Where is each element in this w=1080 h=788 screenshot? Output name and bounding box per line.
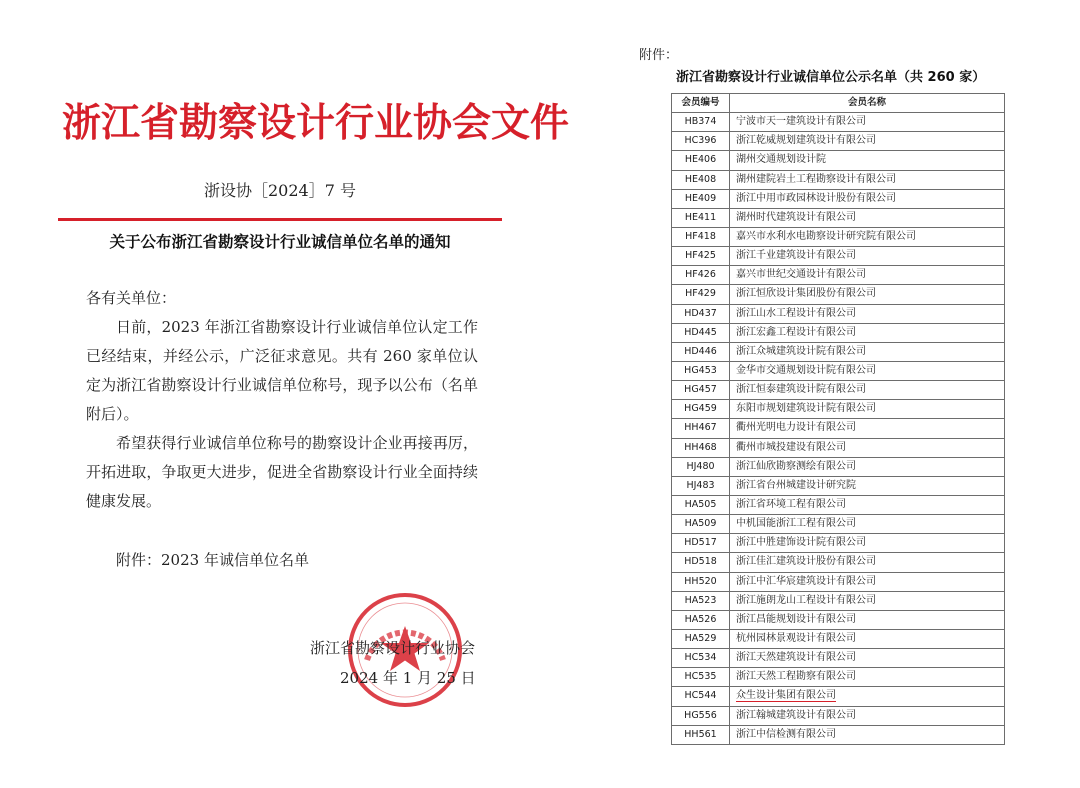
member-code: HA529: [672, 629, 730, 648]
table-row: [672, 725, 1005, 744]
member-name: 湖州交通规划设计院: [736, 154, 826, 166]
member-name: 浙江中信检测有限公司: [736, 728, 836, 740]
member-name: 浙江众城建筑设计院有限公司: [736, 345, 866, 357]
member-name: 嘉兴市水利水电勘察设计研究院有限公司: [736, 231, 916, 243]
member-name: 浙江施朗龙山工程设计有限公司: [736, 594, 876, 606]
table-header-row: [672, 94, 1005, 113]
member-code: HD517: [672, 534, 730, 553]
member-code: HD518: [672, 553, 730, 572]
table-row: [672, 151, 1005, 170]
member-table: [671, 93, 1005, 745]
table-row: [672, 227, 1005, 246]
member-rows: [672, 113, 1005, 745]
table-row: [672, 342, 1005, 361]
member-name: 衢州光明电力设计有限公司: [736, 422, 856, 434]
table-row: [672, 419, 1005, 438]
member-name: 浙江天然工程勘察有限公司: [736, 671, 856, 683]
member-name-cell: [730, 285, 1005, 304]
member-name-cell: [730, 572, 1005, 591]
member-name: 中机国能浙江工程有限公司: [736, 518, 856, 530]
member-name-cell: [730, 400, 1005, 419]
member-name: 浙江恒泰建筑设计院有限公司: [736, 384, 866, 396]
member-name-cell: [730, 668, 1005, 687]
member-code: HA505: [672, 495, 730, 514]
member-name-cell: [730, 323, 1005, 342]
member-code: HA523: [672, 591, 730, 610]
member-name: 浙江恒欣设计集团股份有限公司: [736, 288, 876, 300]
member-name-cell: [730, 189, 1005, 208]
member-code: HG457: [672, 381, 730, 400]
member-code: HG556: [672, 706, 730, 725]
table-row: [672, 553, 1005, 572]
table-row: [672, 361, 1005, 380]
signature-date: 2024 年 1 月 25 日: [340, 669, 476, 687]
member-name-cell: [730, 304, 1005, 323]
table-row: [672, 285, 1005, 304]
member-code: HE408: [672, 170, 730, 189]
member-code: HB374: [672, 113, 730, 132]
member-name-cell: [730, 170, 1005, 189]
table-row: [672, 247, 1005, 266]
table-row: [672, 629, 1005, 648]
table-row: [672, 381, 1005, 400]
member-name: 浙江天然建筑设计有限公司: [736, 652, 856, 664]
column-header-name: 会员名称: [730, 94, 1005, 113]
member-name-cell: [730, 534, 1005, 553]
member-name-cell: [730, 476, 1005, 495]
list-title: 浙江省勘察设计行业诚信单位公示名单（共 260 家）: [676, 70, 986, 85]
document-header: 浙江省勘察设计行业协会文件: [62, 101, 570, 146]
member-name: 浙江中胜建饰设计院有限公司: [736, 537, 866, 549]
member-name-cell: [730, 247, 1005, 266]
member-name-cell: [730, 113, 1005, 132]
signature-organization: 浙江省勘察设计行业协会: [310, 639, 476, 657]
member-name-cell: [730, 381, 1005, 400]
member-name-cell: [730, 649, 1005, 668]
member-code: HC544: [672, 687, 730, 706]
table-row: [672, 208, 1005, 227]
member-name: 浙江中用市政园林设计股份有限公司: [736, 192, 896, 204]
member-name-cell: [730, 725, 1005, 744]
table-row: [672, 572, 1005, 591]
member-name: 衢州市城投建设有限公司: [736, 441, 846, 453]
member-name: 浙江翰城建筑设计有限公司: [736, 709, 856, 721]
member-name: 浙江省台州城建设计研究院: [736, 479, 856, 491]
table-row: [672, 113, 1005, 132]
member-name: 浙江仙欣勘察测绘有限公司: [736, 460, 856, 472]
member-name-cell: [730, 208, 1005, 227]
member-code: HA526: [672, 610, 730, 629]
column-header-code: 会员编号: [672, 94, 730, 113]
table-row: [672, 438, 1005, 457]
member-code: HJ480: [672, 457, 730, 476]
member-code: HD445: [672, 323, 730, 342]
table-row: [672, 170, 1005, 189]
table-row: [672, 591, 1005, 610]
table-row: [672, 457, 1005, 476]
member-code: HA509: [672, 515, 730, 534]
member-code: HH468: [672, 438, 730, 457]
table-row: [672, 323, 1005, 342]
attachment-note: 附件：2023 年诚信单位名单: [116, 551, 309, 569]
table-row: [672, 132, 1005, 151]
member-code: HE406: [672, 151, 730, 170]
table-row: [672, 687, 1005, 706]
notice-title: 关于公布浙江省勘察设计行业诚信单位名单的通知: [109, 233, 451, 251]
member-code: HF426: [672, 266, 730, 285]
member-code: HF418: [672, 227, 730, 246]
appendix-page: [560, 0, 1080, 788]
member-name-cell: [730, 591, 1005, 610]
member-name: 湖州时代建筑设计有限公司: [736, 211, 856, 223]
member-name-cell: [730, 515, 1005, 534]
member-name: 浙江千业建筑设计有限公司: [736, 250, 856, 262]
table-row: [672, 515, 1005, 534]
member-code: HH467: [672, 419, 730, 438]
table-row: [672, 495, 1005, 514]
member-code: HE409: [672, 189, 730, 208]
member-name: 杭州园林景观设计有限公司: [736, 633, 856, 644]
member-name: 金华市交通规划设计院有限公司: [736, 365, 876, 377]
member-name: 浙江山水工程设计有限公司: [736, 307, 856, 319]
table-row: [672, 534, 1005, 553]
member-name-cell: [730, 457, 1005, 476]
member-name-cell: [730, 342, 1005, 361]
member-name-cell: [730, 266, 1005, 285]
document-number: 浙设协［2024］7 号: [204, 181, 356, 200]
member-code: HH561: [672, 725, 730, 744]
member-name: 嘉兴市世纪交通设计有限公司: [736, 269, 866, 281]
member-name-cell: [730, 610, 1005, 629]
appendix-label: 附件：: [639, 48, 679, 63]
paragraph-2: 希望获得行业诚信单位称号的勘察设计企业再接再厉，开拓进取，争取更大进步，促进全省勘察设计行业全面持续健康发展。: [86, 434, 478, 510]
table-row: [672, 189, 1005, 208]
member-name-cell: [730, 495, 1005, 514]
table-row: [672, 304, 1005, 323]
member-name: 浙江乾威规划建筑设计有限公司: [736, 135, 876, 147]
member-name-cell: [730, 227, 1005, 246]
member-name-cell: [730, 151, 1005, 170]
member-name: 浙江省环境工程有限公司: [736, 499, 846, 511]
table-row: [672, 476, 1005, 495]
table-row: [672, 266, 1005, 285]
member-code: HG453: [672, 361, 730, 380]
member-name: 湖州建院岩土工程勘察设计有限公司: [736, 173, 896, 185]
highlighted-member-name: 众生设计集团有限公司: [736, 690, 836, 702]
member-code: HC534: [672, 649, 730, 668]
member-name-cell: [730, 706, 1005, 725]
member-name-cell: [730, 687, 1005, 706]
member-name-cell: [730, 419, 1005, 438]
member-name-cell: [730, 361, 1005, 380]
member-code: HH520: [672, 572, 730, 591]
table-row: [672, 610, 1005, 629]
member-code: HF429: [672, 285, 730, 304]
member-name: 浙江中汇华宸建筑设计有限公司: [736, 575, 876, 587]
table-row: [672, 649, 1005, 668]
member-name-cell: [730, 629, 1005, 648]
table-row: [672, 400, 1005, 419]
member-code: HE411: [672, 208, 730, 227]
salutation: 各有关单位：: [86, 289, 177, 307]
member-name-cell: [730, 132, 1005, 151]
table-row: [672, 668, 1005, 687]
paragraph-1: 日前，2023 年浙江省勘察设计行业诚信单位认定工作已经结束，并经公示，广泛征求意见。共有 260 家单位认定为浙江省勘察设计行业诚信单位称号，现予以公布（名单附后）。: [86, 318, 478, 423]
member-code: HC535: [672, 668, 730, 687]
member-code: HJ483: [672, 476, 730, 495]
member-code: HD437: [672, 304, 730, 323]
member-name: 浙江佳汇建筑设计股份有限公司: [736, 556, 876, 568]
member-code: HG459: [672, 400, 730, 419]
member-name-cell: [730, 553, 1005, 572]
member-code: HD446: [672, 342, 730, 361]
member-name: 宁波市天一建筑设计有限公司: [736, 116, 866, 128]
member-name: 东阳市规划建筑设计院有限公司: [736, 403, 876, 415]
member-name: 浙江宏鑫工程设计有限公司: [736, 326, 856, 338]
member-name-cell: [730, 438, 1005, 457]
member-code: HF425: [672, 247, 730, 266]
member-name: 浙江昌能规划设计有限公司: [736, 613, 856, 625]
red-divider: [58, 218, 502, 221]
table-row: [672, 706, 1005, 725]
member-code: HC396: [672, 132, 730, 151]
